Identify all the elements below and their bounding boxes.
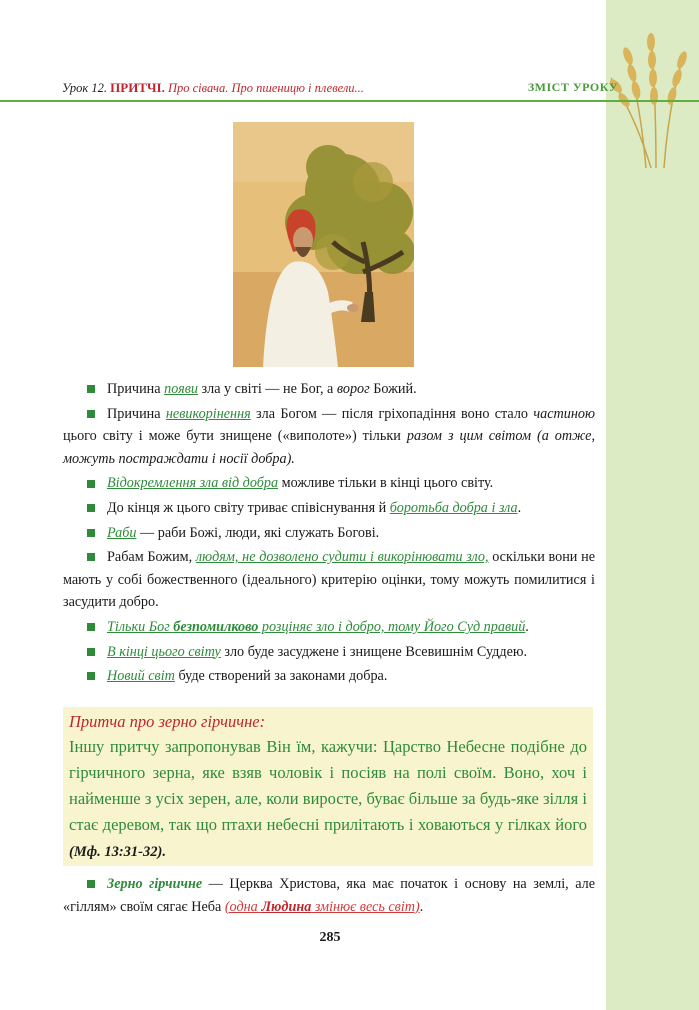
highlight-term: Раби bbox=[107, 524, 137, 541]
text-run: — раби Божі, люди, які служать Богові. bbox=[136, 524, 380, 541]
bullet-item bbox=[63, 616, 595, 639]
highlight-term: Новий світ bbox=[107, 668, 175, 685]
highlight-term-bold: Зерно гірчичне bbox=[107, 876, 203, 892]
header-divider bbox=[0, 100, 699, 102]
highlight-term: появи bbox=[164, 381, 198, 397]
bullet-square-icon bbox=[87, 385, 95, 393]
highlight-term-bold: безпомилково bbox=[173, 618, 259, 635]
text-run: цього світу і може бути знищене («виполоте») тільки bbox=[63, 428, 407, 445]
bullet-item bbox=[63, 522, 595, 545]
bullet-item bbox=[63, 497, 595, 520]
bullet-item bbox=[63, 403, 595, 471]
final-paragraph bbox=[63, 873, 595, 918]
lesson-bullets bbox=[63, 378, 595, 690]
red-note-bold: Людина bbox=[261, 898, 312, 915]
lesson-contents-label: ЗМІСТ УРОКУ bbox=[527, 80, 618, 94]
parable-title: Притча про зерно гірчичне: bbox=[69, 712, 266, 731]
emphasis-term: частиною bbox=[533, 405, 595, 422]
text-run: зла у світі — не Бог, а bbox=[197, 381, 337, 397]
highlight-term: невикорінення bbox=[165, 405, 251, 422]
bullet-square-icon bbox=[87, 504, 95, 512]
lesson-topic: ПРИТЧІ. bbox=[110, 80, 165, 95]
text-run: можливе тільки в кінці цього світу. bbox=[278, 475, 494, 492]
text-run: оскільки вони не мають у собі божественного (ідеального) критерію оцінки, тому можуть помилитися і засудити добро. bbox=[63, 549, 595, 611]
text-run: Рабам Божим, bbox=[107, 549, 196, 566]
bullet-square-icon bbox=[87, 623, 95, 631]
text-run: . bbox=[525, 618, 529, 635]
highlight-term: боротьба добра і зла bbox=[389, 499, 518, 516]
text-run: . bbox=[419, 898, 424, 915]
bullet-item bbox=[63, 641, 595, 664]
text-run: . bbox=[517, 499, 522, 516]
bullet-item bbox=[63, 665, 595, 688]
page-header bbox=[62, 80, 618, 100]
text-run: До кінця ж цього світу триває співіснування й bbox=[107, 499, 390, 516]
bullet-square-icon bbox=[87, 880, 95, 888]
text-run: зла Богом — після гріхопадіння воно стало bbox=[250, 405, 534, 422]
text-run: Причина bbox=[107, 381, 165, 397]
bullet-square-icon bbox=[87, 480, 95, 488]
lesson-number: Урок 12. bbox=[62, 81, 108, 95]
parable-body: Іншу притчу запропонував Він їм, кажучи: Царство Небесне подібне до гірчичного зерна, яке взяв чоловік і посіяв на полі своїм. Воно, хоч і найменше з усіх зерен, але, коли виросте, буває більше за будь-яке зілля і стає деревом, так що птахи небесні прилітають і ховаються у гілках його bbox=[69, 737, 587, 834]
bullet-square-icon bbox=[87, 553, 95, 561]
highlight-term: В кінці цього світу bbox=[107, 643, 221, 660]
page-number: 285 bbox=[319, 930, 341, 945]
text-run: . bbox=[162, 844, 166, 860]
scripture-reference: (Мф. 13:31-32) bbox=[69, 844, 163, 860]
text-run: Божий. bbox=[369, 381, 417, 397]
parable-text bbox=[69, 734, 587, 865]
parable-box bbox=[63, 707, 593, 866]
emphasis-term: ворог bbox=[336, 381, 370, 397]
bullet-item bbox=[63, 472, 595, 495]
bullet-square-icon bbox=[87, 410, 95, 418]
highlight-term: Тільки Бог bbox=[107, 618, 174, 635]
bullet-item bbox=[63, 546, 595, 614]
text-run: буде створений за законами добра. bbox=[174, 668, 388, 685]
wheat-ears-icon bbox=[606, 28, 699, 168]
text-run: Причина bbox=[107, 405, 166, 422]
text-run: — Церква Христова, яка має початок і основу на землі, але «гіллям» своїм сягає Неба bbox=[63, 876, 595, 915]
bullet-square-icon bbox=[87, 672, 95, 680]
emphasis-term: разом з цим світом (а отже, можуть постраждати і носії добра). bbox=[63, 428, 595, 467]
lesson-subtitle: Про сівача. Про пшеницю і плевели... bbox=[167, 81, 364, 95]
red-note: (одна bbox=[224, 898, 262, 915]
bullet-item bbox=[63, 378, 595, 401]
highlight-term: Відокремлення зла від добра bbox=[107, 475, 279, 492]
red-note: змінює весь світ) bbox=[311, 898, 420, 915]
highlight-term: розціняє зло і добро, тому Його Суд правий bbox=[258, 618, 526, 635]
bullet-square-icon bbox=[87, 529, 95, 537]
bullet-square-icon bbox=[87, 648, 95, 656]
illustration-man-under-tree bbox=[233, 122, 414, 367]
highlight-term: людям, не дозволено судити і викорінювати зло, bbox=[195, 549, 489, 566]
text-run: зло буде засуджене і знищене Всевишнім Суддею. bbox=[220, 643, 528, 660]
